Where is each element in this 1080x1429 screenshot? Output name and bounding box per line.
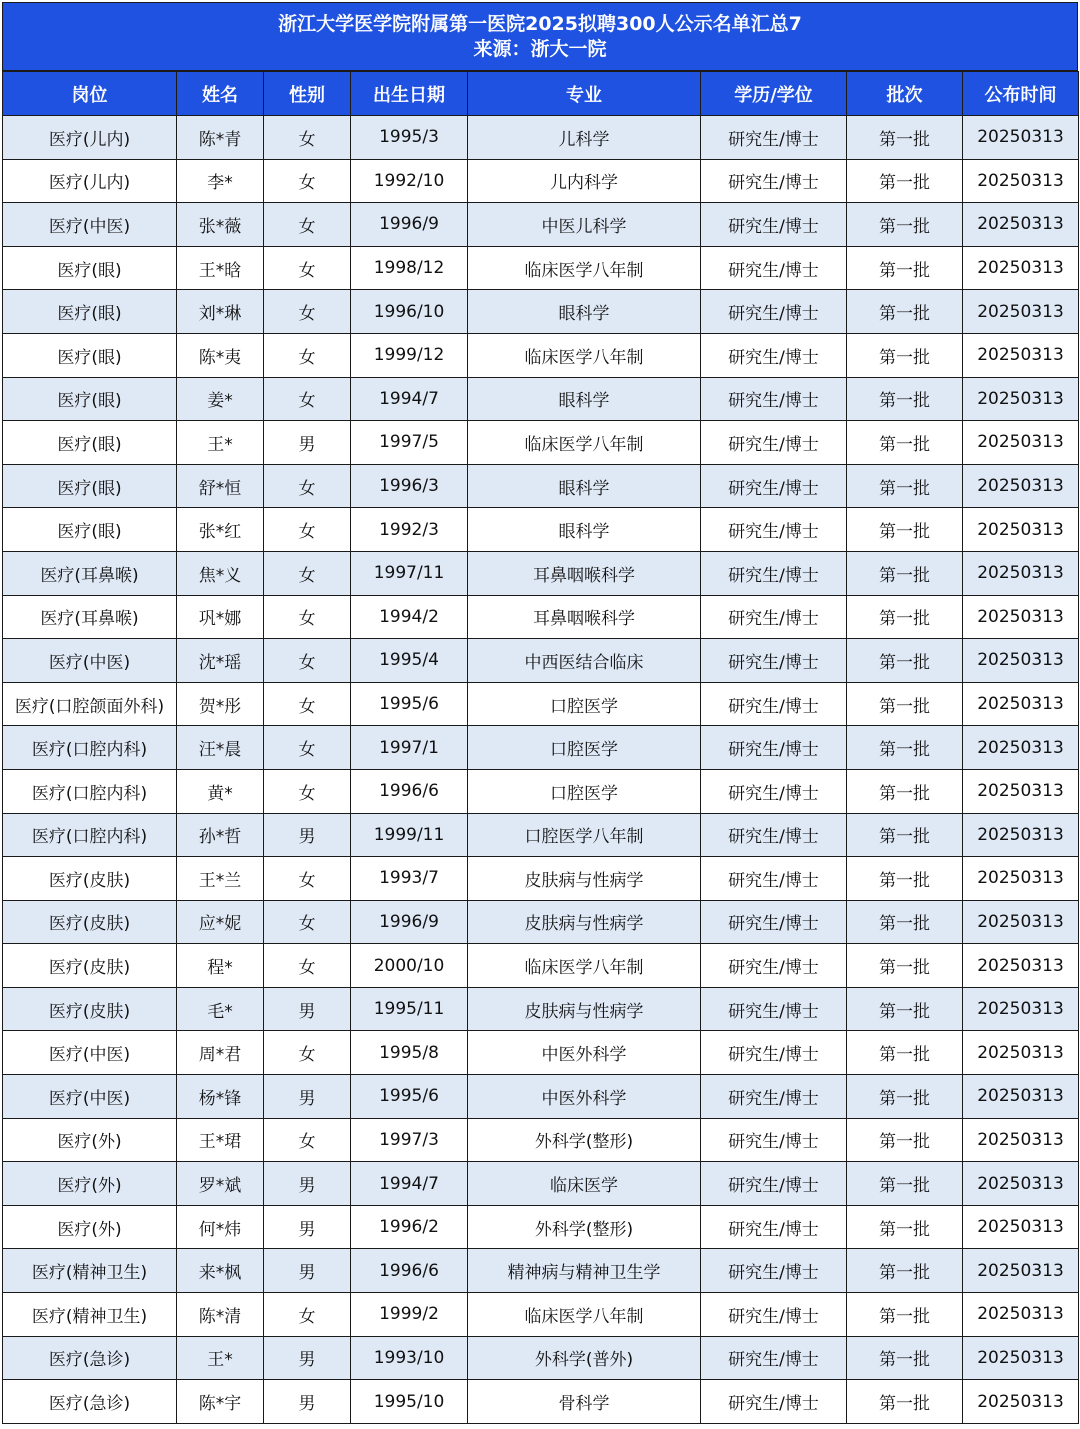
cell-batch: 第一批 [847, 639, 963, 683]
table-row [3, 1118, 1079, 1162]
header-name: 姓名 [177, 72, 264, 116]
cell-degree: 研究生/博士 [701, 203, 847, 247]
cell-name: 王*兰 [177, 857, 264, 901]
cell-gender: 女 [264, 246, 351, 290]
cell-birth-date: 1995/11 [351, 987, 468, 1031]
table-row [3, 1162, 1079, 1206]
table-row [3, 116, 1079, 160]
cell-degree: 研究生/博士 [701, 813, 847, 857]
cell-birth-date: 1992/10 [351, 159, 468, 203]
cell-position: 医疗(口腔内科) [3, 813, 177, 857]
cell-degree: 研究生/博士 [701, 464, 847, 508]
cell-name: 贺*彤 [177, 682, 264, 726]
table-row [3, 857, 1079, 901]
table-row [3, 464, 1079, 508]
table-row [3, 333, 1079, 377]
header-gender: 性别 [264, 72, 351, 116]
cell-position: 医疗(皮肤) [3, 944, 177, 988]
cell-name: 焦*义 [177, 551, 264, 595]
cell-position: 医疗(眼) [3, 464, 177, 508]
cell-major: 耳鼻咽喉科学 [468, 595, 701, 639]
cell-major: 临床医学 [468, 1162, 701, 1206]
cell-name: 陈*清 [177, 1293, 264, 1337]
cell-major: 临床医学八年制 [468, 333, 701, 377]
cell-degree: 研究生/博士 [701, 857, 847, 901]
cell-name: 姜* [177, 377, 264, 421]
cell-name: 陈*夷 [177, 333, 264, 377]
cell-degree: 研究生/博士 [701, 1380, 847, 1424]
table-row [3, 1031, 1079, 1075]
cell-position: 医疗(急诊) [3, 1380, 177, 1424]
header-row [3, 72, 1079, 116]
cell-major: 外科学(整形) [468, 1118, 701, 1162]
cell-degree: 研究生/博士 [701, 1336, 847, 1380]
cell-batch: 第一批 [847, 464, 963, 508]
cell-position: 医疗(眼) [3, 377, 177, 421]
cell-birth-date: 1996/10 [351, 290, 468, 334]
table-row [3, 639, 1079, 683]
header-batch: 批次 [847, 72, 963, 116]
cell-gender: 女 [264, 595, 351, 639]
document-title: 浙江大学医学院附属第一医院2025拟聘300人公示名单汇总7 [278, 12, 802, 35]
cell-batch: 第一批 [847, 682, 963, 726]
cell-birth-date: 1996/9 [351, 203, 468, 247]
cell-batch: 第一批 [847, 1075, 963, 1119]
cell-batch: 第一批 [847, 1205, 963, 1249]
cell-position: 医疗(口腔颌面外科) [3, 682, 177, 726]
cell-batch: 第一批 [847, 726, 963, 770]
cell-batch: 第一批 [847, 813, 963, 857]
cell-batch: 第一批 [847, 769, 963, 813]
cell-degree: 研究生/博士 [701, 682, 847, 726]
table-row [3, 813, 1079, 857]
cell-position: 医疗(外) [3, 1162, 177, 1206]
cell-position: 医疗(眼) [3, 421, 177, 465]
cell-birth-date: 2000/10 [351, 944, 468, 988]
cell-degree: 研究生/博士 [701, 639, 847, 683]
table-row [3, 944, 1079, 988]
cell-gender: 男 [264, 1075, 351, 1119]
cell-name: 应*妮 [177, 900, 264, 944]
cell-birth-date: 1997/5 [351, 421, 468, 465]
cell-degree: 研究生/博士 [701, 421, 847, 465]
roster-table [2, 71, 1079, 1424]
table-row [3, 159, 1079, 203]
cell-position: 医疗(皮肤) [3, 987, 177, 1031]
cell-major: 临床医学八年制 [468, 246, 701, 290]
cell-batch: 第一批 [847, 987, 963, 1031]
cell-batch: 第一批 [847, 595, 963, 639]
cell-major: 儿科学 [468, 116, 701, 160]
document-source: 来源：浙大一院 [473, 37, 607, 60]
cell-gender: 女 [264, 551, 351, 595]
cell-publish-date: 20250313 [963, 1249, 1079, 1293]
cell-batch: 第一批 [847, 421, 963, 465]
cell-birth-date: 1996/6 [351, 769, 468, 813]
cell-position: 医疗(眼) [3, 508, 177, 552]
cell-position: 医疗(精神卫生) [3, 1293, 177, 1337]
cell-major: 临床医学八年制 [468, 421, 701, 465]
cell-birth-date: 1995/6 [351, 682, 468, 726]
cell-name: 王*珺 [177, 1118, 264, 1162]
cell-position: 医疗(皮肤) [3, 900, 177, 944]
cell-gender: 女 [264, 682, 351, 726]
cell-birth-date: 1994/7 [351, 377, 468, 421]
cell-batch: 第一批 [847, 1249, 963, 1293]
cell-batch: 第一批 [847, 1031, 963, 1075]
cell-name: 汪*晨 [177, 726, 264, 770]
cell-degree: 研究生/博士 [701, 1162, 847, 1206]
cell-publish-date: 20250313 [963, 508, 1079, 552]
cell-name: 黄* [177, 769, 264, 813]
cell-batch: 第一批 [847, 1162, 963, 1206]
cell-publish-date: 20250313 [963, 1031, 1079, 1075]
cell-batch: 第一批 [847, 551, 963, 595]
cell-degree: 研究生/博士 [701, 159, 847, 203]
cell-degree: 研究生/博士 [701, 1031, 847, 1075]
cell-birth-date: 1996/2 [351, 1205, 468, 1249]
cell-publish-date: 20250313 [963, 1293, 1079, 1337]
cell-gender: 女 [264, 464, 351, 508]
cell-major: 中医外科学 [468, 1075, 701, 1119]
cell-birth-date: 1994/7 [351, 1162, 468, 1206]
cell-birth-date: 1997/11 [351, 551, 468, 595]
table-row [3, 1249, 1079, 1293]
cell-batch: 第一批 [847, 1118, 963, 1162]
cell-major: 精神病与精神卫生学 [468, 1249, 701, 1293]
cell-degree: 研究生/博士 [701, 769, 847, 813]
table-row [3, 726, 1079, 770]
cell-name: 陈*宇 [177, 1380, 264, 1424]
table-row [3, 769, 1079, 813]
cell-name: 毛* [177, 987, 264, 1031]
cell-position: 医疗(急诊) [3, 1336, 177, 1380]
cell-batch: 第一批 [847, 900, 963, 944]
table-row [3, 290, 1079, 334]
cell-major: 外科学(普外) [468, 1336, 701, 1380]
cell-degree: 研究生/博士 [701, 595, 847, 639]
cell-gender: 女 [264, 508, 351, 552]
cell-batch: 第一批 [847, 116, 963, 160]
table-row [3, 1380, 1079, 1424]
cell-name: 孙*哲 [177, 813, 264, 857]
cell-birth-date: 1995/3 [351, 116, 468, 160]
cell-major: 皮肤病与性病学 [468, 857, 701, 901]
cell-gender: 男 [264, 1162, 351, 1206]
cell-position: 医疗(耳鼻喉) [3, 595, 177, 639]
cell-gender: 女 [264, 769, 351, 813]
cell-degree: 研究生/博士 [701, 290, 847, 334]
cell-batch: 第一批 [847, 857, 963, 901]
cell-birth-date: 1995/10 [351, 1380, 468, 1424]
table-row [3, 421, 1079, 465]
cell-publish-date: 20250313 [963, 464, 1079, 508]
cell-major: 临床医学八年制 [468, 1293, 701, 1337]
cell-position: 医疗(眼) [3, 290, 177, 334]
cell-publish-date: 20250313 [963, 1336, 1079, 1380]
cell-batch: 第一批 [847, 1336, 963, 1380]
cell-major: 眼科学 [468, 290, 701, 334]
cell-degree: 研究生/博士 [701, 116, 847, 160]
cell-publish-date: 20250313 [963, 595, 1079, 639]
cell-publish-date: 20250313 [963, 421, 1079, 465]
cell-name: 巩*娜 [177, 595, 264, 639]
cell-gender: 男 [264, 813, 351, 857]
cell-publish-date: 20250313 [963, 726, 1079, 770]
cell-name: 程* [177, 944, 264, 988]
cell-publish-date: 20250313 [963, 290, 1079, 334]
table-row [3, 508, 1079, 552]
table-body [3, 116, 1079, 1424]
cell-gender: 男 [264, 1336, 351, 1380]
cell-batch: 第一批 [847, 944, 963, 988]
cell-publish-date: 20250313 [963, 857, 1079, 901]
cell-batch: 第一批 [847, 159, 963, 203]
cell-batch: 第一批 [847, 333, 963, 377]
cell-birth-date: 1992/3 [351, 508, 468, 552]
cell-position: 医疗(外) [3, 1118, 177, 1162]
cell-gender: 女 [264, 639, 351, 683]
cell-position: 医疗(眼) [3, 333, 177, 377]
cell-degree: 研究生/博士 [701, 551, 847, 595]
cell-birth-date: 1994/2 [351, 595, 468, 639]
cell-publish-date: 20250313 [963, 639, 1079, 683]
cell-major: 中西医结合临床 [468, 639, 701, 683]
cell-degree: 研究生/博士 [701, 1205, 847, 1249]
cell-degree: 研究生/博士 [701, 1293, 847, 1337]
table-row [3, 1336, 1079, 1380]
table-row [3, 682, 1079, 726]
table-row [3, 246, 1079, 290]
cell-gender: 男 [264, 421, 351, 465]
cell-position: 医疗(中医) [3, 639, 177, 683]
cell-batch: 第一批 [847, 1293, 963, 1337]
cell-name: 沈*瑶 [177, 639, 264, 683]
cell-publish-date: 20250313 [963, 333, 1079, 377]
cell-position: 医疗(儿内) [3, 159, 177, 203]
cell-name: 刘*琳 [177, 290, 264, 334]
cell-birth-date: 1993/10 [351, 1336, 468, 1380]
cell-name: 陈*青 [177, 116, 264, 160]
cell-degree: 研究生/博士 [701, 1118, 847, 1162]
cell-major: 中医外科学 [468, 1031, 701, 1075]
cell-name: 王* [177, 421, 264, 465]
cell-position: 医疗(口腔内科) [3, 726, 177, 770]
cell-gender: 女 [264, 944, 351, 988]
cell-name: 周*君 [177, 1031, 264, 1075]
cell-position: 医疗(口腔内科) [3, 769, 177, 813]
cell-publish-date: 20250313 [963, 987, 1079, 1031]
cell-position: 医疗(耳鼻喉) [3, 551, 177, 595]
cell-major: 眼科学 [468, 377, 701, 421]
cell-position: 医疗(外) [3, 1205, 177, 1249]
cell-major: 临床医学八年制 [468, 944, 701, 988]
cell-major: 皮肤病与性病学 [468, 900, 701, 944]
cell-birth-date: 1996/3 [351, 464, 468, 508]
cell-publish-date: 20250313 [963, 1118, 1079, 1162]
cell-degree: 研究生/博士 [701, 508, 847, 552]
cell-major: 耳鼻咽喉科学 [468, 551, 701, 595]
cell-name: 王* [177, 1336, 264, 1380]
cell-degree: 研究生/博士 [701, 246, 847, 290]
cell-major: 骨科学 [468, 1380, 701, 1424]
cell-batch: 第一批 [847, 1380, 963, 1424]
cell-publish-date: 20250313 [963, 116, 1079, 160]
cell-name: 罗*斌 [177, 1162, 264, 1206]
cell-name: 张*薇 [177, 203, 264, 247]
cell-birth-date: 1998/12 [351, 246, 468, 290]
cell-position: 医疗(中医) [3, 203, 177, 247]
cell-gender: 女 [264, 1293, 351, 1337]
cell-name: 张*红 [177, 508, 264, 552]
cell-batch: 第一批 [847, 203, 963, 247]
header-major: 专业 [468, 72, 701, 116]
cell-major: 中医儿科学 [468, 203, 701, 247]
cell-major: 口腔医学 [468, 682, 701, 726]
cell-name: 舒*恒 [177, 464, 264, 508]
cell-position: 医疗(中医) [3, 1075, 177, 1119]
cell-gender: 女 [264, 1118, 351, 1162]
cell-major: 外科学(整形) [468, 1205, 701, 1249]
cell-gender: 女 [264, 900, 351, 944]
cell-position: 医疗(眼) [3, 246, 177, 290]
cell-position: 医疗(中医) [3, 1031, 177, 1075]
cell-name: 李* [177, 159, 264, 203]
cell-publish-date: 20250313 [963, 203, 1079, 247]
cell-birth-date: 1995/8 [351, 1031, 468, 1075]
table-row [3, 1205, 1079, 1249]
cell-major: 皮肤病与性病学 [468, 987, 701, 1031]
cell-publish-date: 20250313 [963, 1205, 1079, 1249]
cell-birth-date: 1995/6 [351, 1075, 468, 1119]
cell-name: 来*枫 [177, 1249, 264, 1293]
cell-gender: 男 [264, 987, 351, 1031]
cell-major: 口腔医学 [468, 726, 701, 770]
cell-degree: 研究生/博士 [701, 987, 847, 1031]
cell-major: 眼科学 [468, 508, 701, 552]
cell-birth-date: 1999/11 [351, 813, 468, 857]
cell-publish-date: 20250313 [963, 246, 1079, 290]
cell-gender: 女 [264, 116, 351, 160]
table-row [3, 1075, 1079, 1119]
cell-degree: 研究生/博士 [701, 377, 847, 421]
cell-birth-date: 1993/7 [351, 857, 468, 901]
cell-birth-date: 1996/6 [351, 1249, 468, 1293]
cell-publish-date: 20250313 [963, 1162, 1079, 1206]
header-birth-date: 出生日期 [351, 72, 468, 116]
cell-publish-date: 20250313 [963, 769, 1079, 813]
cell-gender: 女 [264, 159, 351, 203]
cell-major: 眼科学 [468, 464, 701, 508]
cell-birth-date: 1999/2 [351, 1293, 468, 1337]
cell-major: 儿内科学 [468, 159, 701, 203]
cell-publish-date: 20250313 [963, 1075, 1079, 1119]
cell-birth-date: 1997/3 [351, 1118, 468, 1162]
cell-publish-date: 20250313 [963, 1380, 1079, 1424]
table-row [3, 1293, 1079, 1337]
cell-gender: 男 [264, 1205, 351, 1249]
cell-name: 何*炜 [177, 1205, 264, 1249]
cell-publish-date: 20250313 [963, 551, 1079, 595]
table-row [3, 595, 1079, 639]
cell-position: 医疗(精神卫生) [3, 1249, 177, 1293]
cell-batch: 第一批 [847, 377, 963, 421]
cell-publish-date: 20250313 [963, 900, 1079, 944]
cell-publish-date: 20250313 [963, 159, 1079, 203]
cell-publish-date: 20250313 [963, 944, 1079, 988]
cell-degree: 研究生/博士 [701, 726, 847, 770]
cell-major: 口腔医学 [468, 769, 701, 813]
table-row [3, 551, 1079, 595]
cell-gender: 女 [264, 203, 351, 247]
cell-batch: 第一批 [847, 508, 963, 552]
cell-position: 医疗(儿内) [3, 116, 177, 160]
cell-name: 王*晗 [177, 246, 264, 290]
header-degree: 学历/学位 [701, 72, 847, 116]
title-banner [2, 2, 1078, 71]
table-row [3, 377, 1079, 421]
cell-birth-date: 1997/1 [351, 726, 468, 770]
cell-birth-date: 1999/12 [351, 333, 468, 377]
table-row [3, 987, 1079, 1031]
cell-gender: 男 [264, 1380, 351, 1424]
cell-batch: 第一批 [847, 246, 963, 290]
cell-gender: 女 [264, 377, 351, 421]
cell-gender: 女 [264, 726, 351, 770]
table-row [3, 900, 1079, 944]
cell-degree: 研究生/博士 [701, 900, 847, 944]
cell-gender: 女 [264, 290, 351, 334]
header-publish-date: 公布时间 [963, 72, 1079, 116]
roster-document [2, 2, 1078, 1424]
cell-degree: 研究生/博士 [701, 1249, 847, 1293]
cell-position: 医疗(皮肤) [3, 857, 177, 901]
cell-publish-date: 20250313 [963, 813, 1079, 857]
cell-gender: 男 [264, 1249, 351, 1293]
cell-birth-date: 1995/4 [351, 639, 468, 683]
cell-name: 杨*锋 [177, 1075, 264, 1119]
cell-degree: 研究生/博士 [701, 944, 847, 988]
table-row [3, 203, 1079, 247]
cell-degree: 研究生/博士 [701, 1075, 847, 1119]
cell-major: 口腔医学八年制 [468, 813, 701, 857]
cell-gender: 女 [264, 333, 351, 377]
cell-gender: 女 [264, 857, 351, 901]
cell-publish-date: 20250313 [963, 682, 1079, 726]
cell-publish-date: 20250313 [963, 377, 1079, 421]
header-position: 岗位 [3, 72, 177, 116]
cell-birth-date: 1996/9 [351, 900, 468, 944]
cell-batch: 第一批 [847, 290, 963, 334]
cell-degree: 研究生/博士 [701, 333, 847, 377]
cell-gender: 女 [264, 1031, 351, 1075]
